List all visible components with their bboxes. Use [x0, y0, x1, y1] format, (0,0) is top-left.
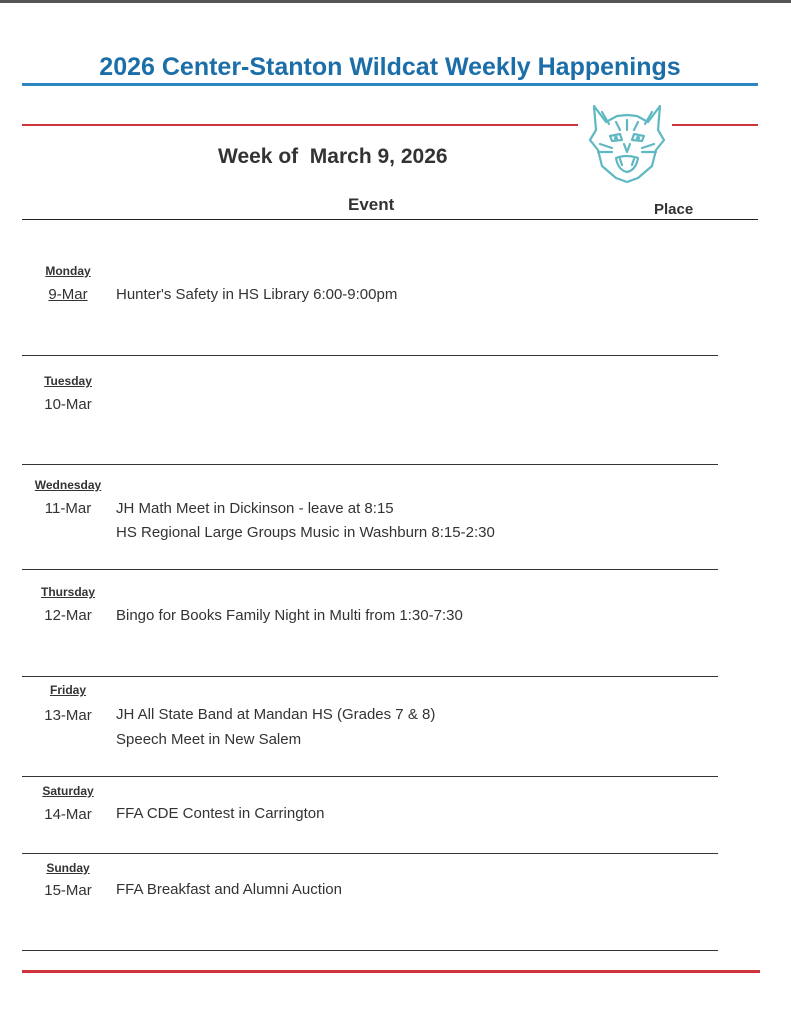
date-friday: 13-Mar — [44, 707, 92, 724]
day-separator — [22, 569, 718, 570]
event-column-header: Event — [348, 195, 395, 214]
day-separator — [22, 776, 718, 777]
day-label-sunday: Sunday — [46, 861, 90, 875]
day-separator — [22, 676, 718, 677]
day-label-saturday: Saturday — [42, 784, 94, 798]
wildcat-mascot-icon — [582, 100, 672, 185]
day-separator — [22, 355, 718, 356]
header-divider-red-right — [672, 124, 758, 126]
title-underline-blue — [22, 83, 758, 86]
day-label-thursday: Thursday — [40, 585, 95, 599]
day-separator — [22, 853, 718, 854]
place-column-header: Place — [654, 201, 694, 218]
day-label-tuesday: Tuesday — [44, 374, 92, 388]
date-saturday: 14-Mar — [44, 806, 92, 823]
date-wednesday: 11-Mar — [44, 500, 92, 517]
page-top-edge — [0, 0, 791, 3]
event-wednesday-1: JH Math Meet in Dickinson - leave at 8:15 — [116, 500, 394, 517]
event-friday-1: JH All State Band at Mandan HS (Grades 7 & 8) — [116, 706, 436, 723]
day-label-friday: Friday — [49, 683, 86, 697]
date-monday: 9-Mar — [48, 286, 88, 303]
event-saturday-1: FFA CDE Contest in Carrington — [116, 805, 325, 822]
date-tuesday: 10-Mar — [44, 396, 92, 413]
header-rule — [22, 219, 758, 220]
event-wednesday-2: HS Regional Large Groups Music in Washburn 8:15-2:30 — [116, 524, 495, 541]
footer-divider-red — [22, 970, 760, 973]
header-divider-red — [22, 124, 578, 126]
event-thursday-1: Bingo for Books Family Night in Multi from 1:30-7:30 — [116, 607, 463, 624]
date-thursday: 12-Mar — [44, 607, 92, 624]
page-title: 2026 Center-Stanton Wildcat Weekly Happenings — [99, 53, 681, 81]
day-label-wednesday: Wednesday — [34, 478, 102, 492]
event-sunday-1: FFA Breakfast and Alumni Auction — [116, 881, 342, 898]
event-monday-1: Hunter's Safety in HS Library 6:00-9:00pm — [116, 286, 398, 303]
date-sunday: 15-Mar — [44, 882, 92, 899]
week-label: Week of March 9, 2026 — [218, 145, 448, 168]
event-friday-2: Speech Meet in New Salem — [116, 731, 302, 748]
day-label-monday: Monday — [45, 264, 91, 278]
day-separator — [22, 950, 718, 951]
day-separator — [22, 464, 718, 465]
